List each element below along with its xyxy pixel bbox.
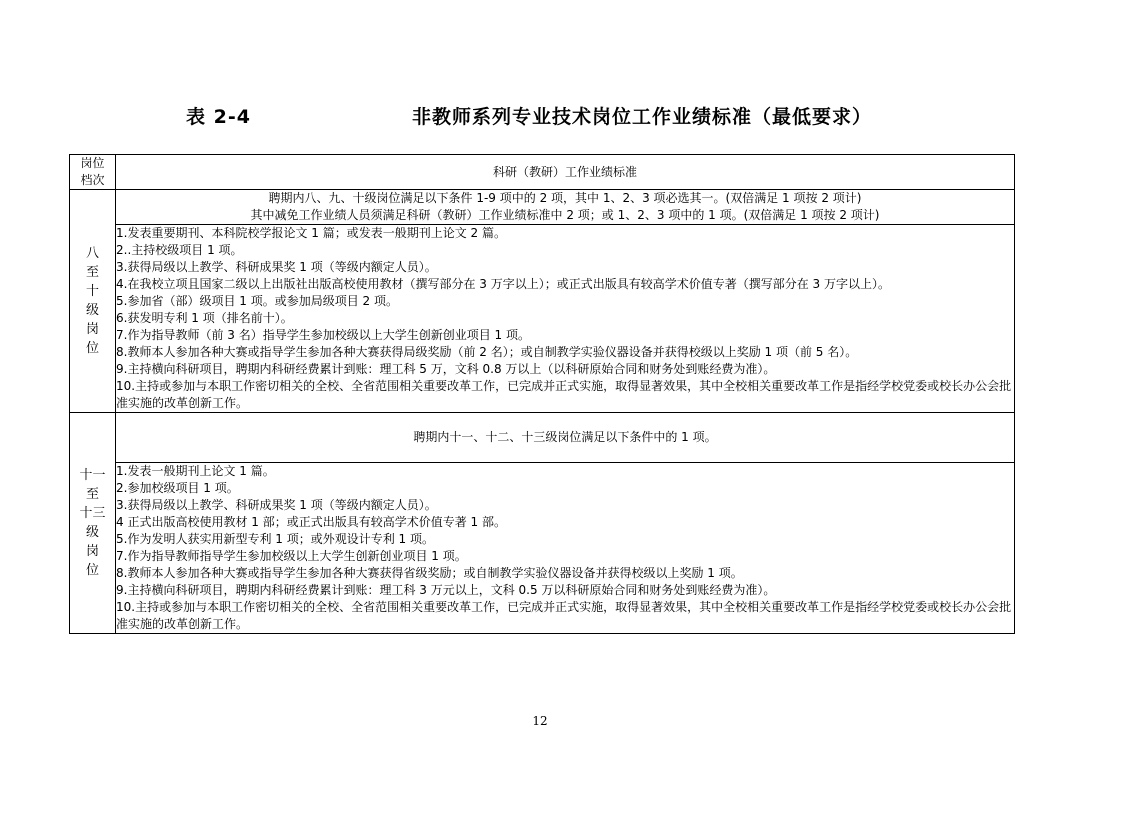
list-item: 9.主持横向科研项目，聘期内科研经费累计到账：理工科 3 万元以上，文科 0.5 万以科研原始合同和财务处到账经费为准）。 — [116, 583, 776, 597]
list-item: 10.主持或参加与本职工作密切相关的全校、全省范围相关重要改革工作，已完成并正式实施，取得显著效果，其中全校相关重要改革工作是指经学校党委或校长办公会批准实施的改革创新工作。 — [116, 379, 1012, 410]
level-char: 十一 — [79, 468, 106, 483]
level-char: 岗 — [85, 322, 99, 337]
list-item: 1.发表一般期刊上论文 1 篇。 — [116, 464, 275, 478]
section-2-conditions — [116, 413, 1015, 463]
level-char: 岗 — [85, 544, 99, 559]
condition-line: 聘期内八、九、十级岗位满足以下条件 1-9 项中的 2 项，其中 1、2、3 项必选其一。(双倍满足 1 项按 2 项计) — [268, 191, 862, 205]
header-row — [70, 155, 1015, 190]
section-2-items-row — [70, 463, 1015, 634]
list-item: 4 正式出版高校使用教材 1 部；或正式出版具有较高学术价值专著 1 部。 — [116, 515, 506, 529]
level-char: 至 — [85, 265, 99, 280]
header-level-line: 档次 — [80, 173, 105, 187]
list-item: 10.主持或参加与本职工作密切相关的全校、全省范围相关重要改革工作，已完成并正式实施，取得显著效果，其中全校相关重要改革工作是指经学校党委或校长办公会批准实施的改革创新工作。 — [116, 600, 1012, 631]
level-char: 位 — [85, 341, 99, 356]
section-1-items — [116, 225, 1015, 413]
level-char: 十 — [85, 284, 99, 299]
list-item: 7.作为指导教师（前 3 名）指导学生参加校级以上大学生创新创业项目 1 项。 — [116, 328, 530, 342]
table-number: 表 2-4 — [186, 106, 251, 128]
standards-table — [69, 154, 1015, 634]
table-title: 非教师系列专业技术岗位工作业绩标准（最低要求） — [412, 106, 873, 128]
list-item: 5.作为发明人获实用新型专利 1 项；或外观设计专利 1 项。 — [116, 532, 434, 546]
list-item: 6.获发明专利 1 项（排名前十）。 — [116, 311, 293, 325]
level-char: 十三 — [79, 506, 106, 521]
list-item: 1.发表重要期刊、本科院校学报论文 1 篇；或发表一般期刊上论文 2 篇。 — [116, 226, 506, 240]
list-item: 7.作为指导教师指导学生参加校级以上大学生创新创业项目 1 项。 — [116, 549, 467, 563]
list-item: 8.教师本人参加各种大赛或指导学生参加各种大赛获得局级奖励（前 2 名）；或自制教学实验仪器设备并获得校级以上奖励 1 项（前 5 名）。 — [116, 345, 858, 359]
header-level-cell — [70, 155, 116, 190]
list-item: 3.获得局级以上教学、科研成果奖 1 项（等级内额定人员）。 — [116, 498, 437, 512]
list-item: 2..主持校级项目 1 项。 — [116, 243, 243, 257]
header-level-line: 岗位 — [80, 156, 105, 170]
list-item: 2.参加校级项目 1 项。 — [116, 481, 239, 495]
section-2-items — [116, 463, 1015, 634]
list-item: 3.获得局级以上教学、科研成果奖 1 项（等级内额定人员）。 — [116, 260, 437, 274]
list-item: 8.教师本人参加各种大赛或指导学生参加各种大赛获得省级奖励；或自制教学实验仪器设备并获得校级以上奖励 1 项。 — [116, 566, 743, 580]
condition-line: 其中减免工作业绩人员须满足科研（教研）工作业绩标准中 2 项；或 1、2、3 项中的 1 项。(双倍满足 1 项按 2 项计) — [250, 208, 880, 222]
level-char: 级 — [85, 303, 99, 318]
page-number: 12 — [532, 714, 548, 728]
level-char: 级 — [85, 525, 99, 540]
section-2-condition-row — [70, 413, 1015, 463]
section-1-condition-row — [70, 190, 1015, 225]
section-2-level-cell — [70, 413, 116, 634]
header-title-cell: 科研（教研）工作业绩标准 — [116, 155, 1015, 190]
level-char: 至 — [85, 487, 99, 502]
section-1-conditions — [116, 190, 1015, 225]
level-char: 位 — [85, 563, 99, 578]
list-item: 9.主持横向科研项目，聘期内科研经费累计到账：理工科 5 万，文科 0.8 万以上（以科研原始合同和财务处到账经费为准）。 — [116, 362, 776, 376]
document-title — [0, 102, 1123, 128]
level-char: 八 — [85, 246, 99, 261]
section-1-level-cell — [70, 190, 116, 413]
list-item: 4.在我校立项且国家二级以上出版社出版高校使用教材（撰写部分在 3 万字以上）；或正式出版具有较高学术价值专著（撰写部分在 3 万字以上）。 — [116, 277, 890, 291]
section-1-items-row — [70, 225, 1015, 413]
condition-line: 聘期内十一、十二、十三级岗位满足以下条件中的 1 项。 — [413, 430, 717, 444]
list-item: 5.参加省（部）级项目 1 项。或参加局级项目 2 项。 — [116, 294, 398, 308]
